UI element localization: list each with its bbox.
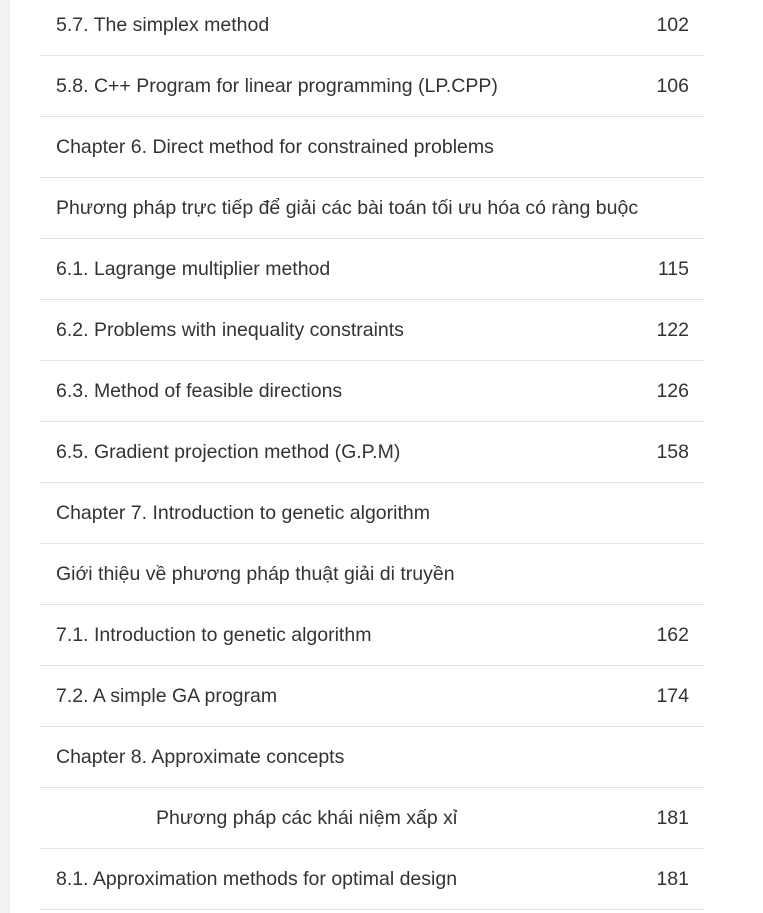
toc-entry-title: 7.2. A simple GA program [56, 685, 278, 707]
toc-entry-title: 7.1. Introduction to genetic algorithm [56, 624, 372, 646]
table-row [40, 666, 704, 727]
toc-entry-title: 5.8. C++ Program for linear programming (LP.CPP) [56, 75, 498, 97]
table-row [40, 0, 704, 56]
toc-page-number: 115 [657, 258, 689, 280]
toc-entry-title: 6.3. Method of feasible directions [56, 380, 343, 402]
chapter-heading: Chapter 6. Direct method for constrained problems [56, 136, 494, 158]
table-row [40, 605, 704, 666]
table-row [40, 178, 704, 239]
toc-entry-title: 6.1. Lagrange multiplier method [56, 258, 331, 280]
toc-page-number: 126 [656, 380, 689, 402]
toc-page-number: 162 [656, 624, 689, 646]
chapter-subtitle: Phương pháp trực tiếp để giải các bài toán tối ưu hóa có ràng buộc [56, 197, 639, 219]
table-row [40, 727, 704, 788]
table-row [40, 422, 704, 483]
toc-page-number: 106 [656, 75, 689, 97]
table-row [40, 300, 704, 361]
table-row [40, 56, 704, 117]
table-row [40, 239, 704, 300]
chapter-subtitle: Giới thiệu về phương pháp thuật giải di truyền [56, 563, 455, 585]
table-row [40, 361, 704, 422]
toc-page-number: 122 [656, 319, 689, 341]
table-row [40, 544, 704, 605]
chapter-heading: Chapter 7. Introduction to genetic algorithm [56, 502, 430, 524]
left-gutter [0, 0, 10, 913]
table-row [40, 849, 704, 910]
chapter-subtitle: Phương pháp các khái niệm xấp xỉ [156, 807, 458, 829]
toc-page-number: 181 [656, 868, 689, 890]
table-row [40, 483, 704, 544]
table-of-contents [40, 0, 704, 910]
toc-entry-title: 6.5. Gradient projection method (G.P.M) [56, 441, 401, 463]
table-row [40, 788, 704, 849]
toc-page-number: 102 [656, 14, 689, 36]
toc-page-number: 181 [656, 807, 689, 829]
chapter-heading: Chapter 8. Approximate concepts [56, 746, 345, 768]
toc-page-number: 158 [656, 441, 689, 463]
toc-entry-title: 5.7. The simplex method [56, 14, 270, 36]
toc-page-number: 174 [656, 685, 689, 707]
table-row [40, 117, 704, 178]
toc-entry-title: 8.1. Approximation methods for optimal design [56, 868, 458, 890]
toc-entry-title: 6.2. Problems with inequality constraints [56, 319, 404, 341]
